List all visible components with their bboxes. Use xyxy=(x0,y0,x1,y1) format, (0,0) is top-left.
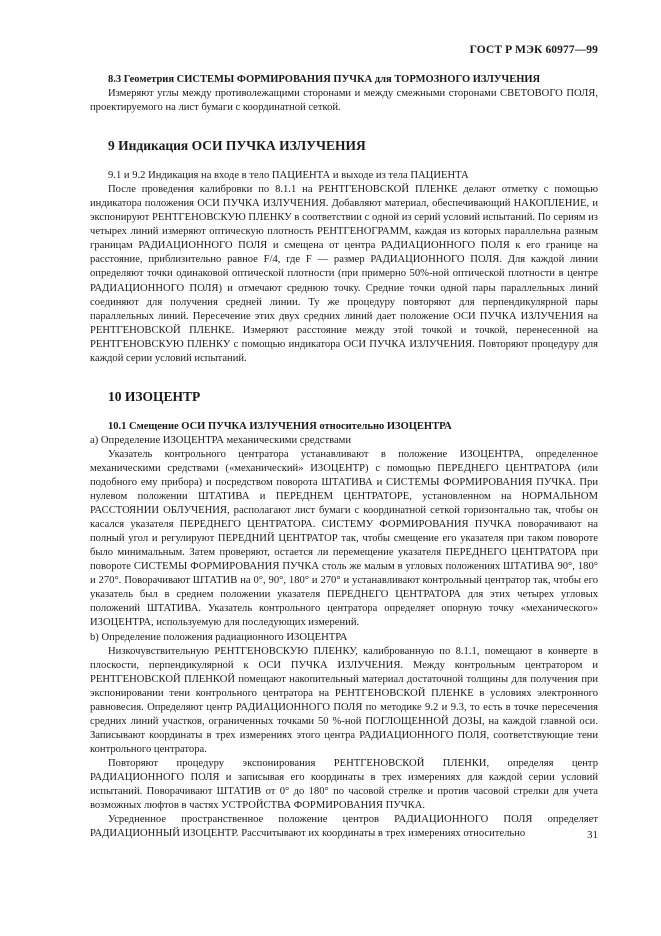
item-b-paragraph-2: Повторяют процедуру экспонирования РЕНТГЕНОВСКОЙ ПЛЕНКИ, определяя центр РАДИАЦИОННОГО ПОЛЯ и записывая его координаты в трех измерениях для каждой серии условий испытаний. Поворачивают ШТАТИВ от 0° до 180° по часовой стрелке и против часовой стрелки для учета возможных люфтов в частях УСТРОЙСТВА ФОРМИРОВАНИЯ ПУЧКА. xyxy=(90,757,598,812)
item-b-paragraph-3: Усредненное пространственное положение центров РАДИАЦИОННОГО ПОЛЯ определяет РАДИАЦИОННЫЙ ИЗОЦЕНТР. Рассчитывают их координаты в трех измерениях относительно xyxy=(90,814,598,840)
page-content xyxy=(90,73,598,841)
section-9-title: 9 Индикация ОСИ ПУЧКА ИЗЛУЧЕНИЯ xyxy=(108,138,366,154)
section-10-1-title: 10.1 Смещение ОСИ ПУЧКА ИЗЛУЧЕНИЯ относительно ИЗОЦЕНТРА xyxy=(108,420,452,432)
item-b-paragraph-1: Низкочувствительную РЕНТГЕНОВСКУЮ ПЛЕНКУ, калиброванную по 8.1.1, помещают в конверте в плоскости, перпендикулярной к ОСИ ПУЧКА ИЗЛУЧЕНИЯ. Между контрольным центратором и РЕНТГЕНОВСКОЙ ПЛЕНКОЙ помещают накопительный материал достаточной толщины для получения при экспонировании тени контрольного центратора на РЕНТГЕНОВСКОЙ ПЛЕНКЕ в условиях электронного равновесия. Определяют центр РАДИАЦИОННОГО ПОЛЯ по методике 9.2 и 9.3, то есть в точке пересечения средних линий участков, ограниченных точками 50 %-ной ПОГЛОЩЕННОЙ ДОЗЫ, на каждой главной оси. Записывают координаты в трех измерениях этого центра РАДИАЦИОННОГО ПОЛЯ, соответствующие тени контрольного центратора. xyxy=(90,645,598,755)
item-b-heading: b) Определение положения радиационного ИЗОЦЕНТРА xyxy=(90,631,348,643)
page-number: 31 xyxy=(587,829,598,841)
standard-header: ГОСТ Р МЭК 60977—99 xyxy=(469,44,598,56)
section-9-paragraph: После проведения калибровки по 8.1.1 на РЕНТГЕНОВСКОЙ ПЛЕНКЕ делают отметку с помощью индикатора положения ОСИ ПУЧКА ИЗЛУЧЕНИЯ. Добавляют материал, обеспечивающий НАКОПЛЕНИЕ, и экспонируют РЕНТГЕНОВСКУЮ ПЛЕНКУ в соответствии с одной из серий условий испытаний. По сериям из четырех линий измеряют оптическую плотность РЕНТГЕНОГРАММ, каждая из которых параллельна разным границам РАДИАЦИОННОГО ПОЛЯ и смещена от центра РАДИАЦИОННОГО ПОЛЯ к его границе на расстояние, приблизительно равное F/4, где F — размер РАДИАЦИОННОГО ПОЛЯ. Для каждой линии определяют точки одинаковой оптической плотности (при примерно 50%-ной оптической плотности в центре РАДИАЦИОННОГО ПОЛЯ) и отмечают среднюю точку. Средние точки одной пары параллельных линий соединяют для получения средней линии. Ту же процедуру повторяют для перпендикулярной пары параллельных линий. Пересечение этих двух средних линий дает положение ОСИ ПУЧКА ИЗЛУЧЕНИЯ на РЕНТГЕНОВСКОЙ ПЛЕНКЕ. Измеряют расстояние между этой точкой и точкой, перенесенной на РЕНТГЕНОВСКУЮ ПЛЕНКУ с помощью индикатора ОСИ ПУЧКА ИЗЛУЧЕНИЯ. Повторяют процедуру для каждой серии условий испытаний. xyxy=(90,184,598,364)
item-a-heading: а) Определение ИЗОЦЕНТРА механическими средствами xyxy=(90,434,352,446)
section-8-3-title: 8.3 Геометрия СИСТЕМЫ ФОРМИРОВАНИЯ ПУЧКА для ТОРМОЗНОГО ИЗЛУЧЕНИЯ xyxy=(108,74,541,85)
section-9-subtitle: 9.1 и 9.2 Индикация на входе в тело ПАЦИЕНТА и выходе из тела ПАЦИЕНТА xyxy=(108,170,469,182)
section-8-3-text: Измеряют углы между противолежащими сторонами и между смежными сторонами СВЕТОВОГО ПОЛЯ, проектируемого на лист бумаги с координатной сеткой. xyxy=(90,88,598,114)
section-10-title: 10 ИЗОЦЕНТР xyxy=(108,388,201,404)
item-a-paragraph: Указатель контрольного центратора устанавливают в положение ИЗОЦЕНТРА, определенное механическими средствами («механический» ИЗОЦЕНТР) с помощью ПЕРЕДНЕГО ЦЕНТРАТОРА (или подобного ему прибора) и посредством поворота ШТАТИВА и СИСТЕМЫ ФОРМИРОВАНИЯ ПУЧКА. При нулевом положении ШТАТИВА и ПЕРЕДНЕМ ЦЕНТРАТОРЕ, установленном на НОРМАЛЬНОМ РАССТОЯНИИ ОБЛУЧЕНИЯ, располагают лист бумаги с координатной сеткой горизонтально так, чтобы он касался указателя ПЕРЕДНЕГО ЦЕНТРАТОРА. СИСТЕМУ ФОРМИРОВАНИЯ ПУЧКА поворачивают на полный угол и регулируют ПЕРЕДНИЙ ЦЕНТРАТОР так, чтобы смещение его указателя при таком повороте было минимальным. Затем проверяют, остается ли перемещение указателя ПЕРЕДНЕГО ЦЕНТРАТОРА при повороте СИСТЕМЫ ФОРМИРОВАНИЯ ПУЧКА столь же малым в угловых положениях ШТАТИВА 90°, 180° и 270°. Поворачивают ШТАТИВ на 0°, 90°, 180° и 270° и устанавливают контрольный центратор так, чтобы его указатель был в среднем положении указателя ПЕРЕДНЕГО ЦЕНТРАТОРА для этих четырех угловых положений ШТАТИВА. Указатель контрольного центратора определяет опорную точку «механического» ИЗОЦЕНТРА, используемую для последующих измерений. xyxy=(90,448,598,629)
